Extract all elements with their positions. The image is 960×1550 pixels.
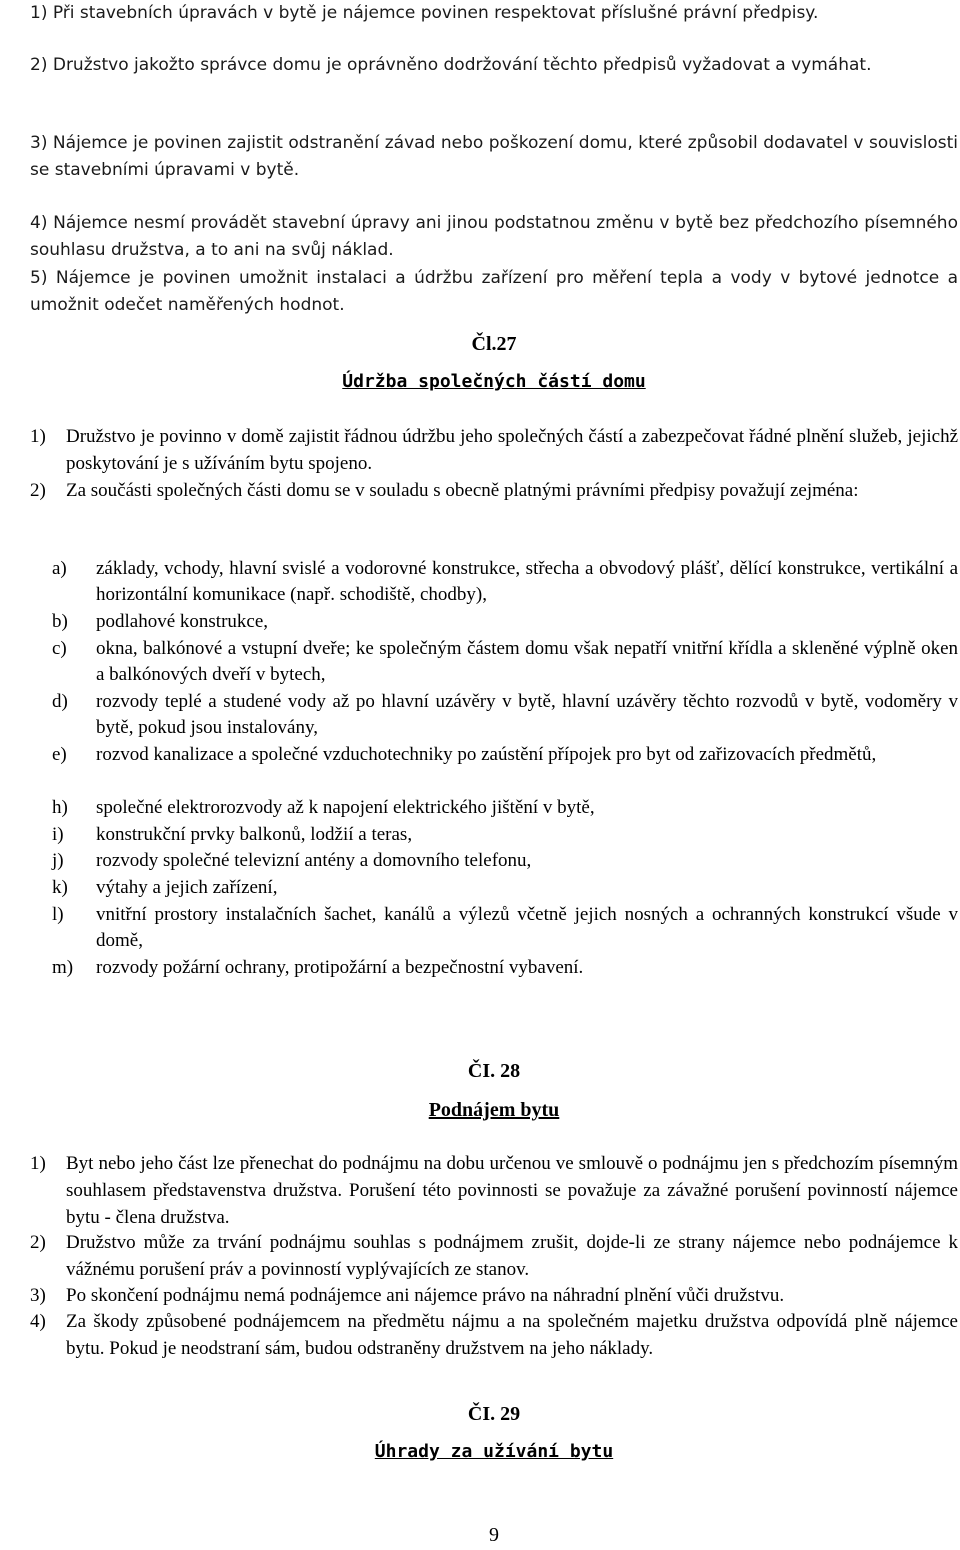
article-29-title-wrap	[30, 1438, 958, 1466]
paragraph-number: 4)	[30, 1311, 46, 1332]
list-item-k	[52, 875, 958, 901]
list-item-h	[52, 795, 958, 821]
list-label: j)	[52, 850, 64, 871]
paragraph-text: Družstvo může za trvání podnájmu souhlas s podnájmem zrušit, dojde-li ze strany nájemce nebo podnájemce k vážnému porušení práv a povinností vyplývajících ze stanov.	[66, 1232, 958, 1280]
list-text: podlahové konstrukce,	[96, 611, 269, 632]
list-label: c)	[52, 638, 67, 659]
list-text: rozvod kanalizace a společné vzduchotechniky po zaústění přípojek pro byt od zařizovacích předmětů,	[96, 744, 877, 765]
list-item-b	[52, 609, 958, 635]
list-text: základy, vchody, hlavní svislé a vodorovné konstrukce, střecha a obvodový plášť, dělící konstrukce, vertikální a horizontální komunikace (např. schodiště, chodby),	[96, 558, 958, 605]
list-item-l	[52, 902, 958, 954]
list-text: rozvody teplé a studené vody až po hlavní uzávěry v bytě, hlavní uzávěry těchto rozvodů v bytě, vodoměry v bytě, pokud jsou instalovány,	[96, 691, 958, 738]
list-text: rozvody společné televizní antény a domovního telefonu,	[96, 850, 532, 871]
list-label: m)	[52, 957, 74, 978]
paragraph-number: 3)	[30, 1285, 46, 1306]
paragraph-1: 1) Při stavebních úpravách v bytě je nájemce povinen respektovat příslušné právní předpisy.	[30, 3, 819, 23]
paragraph-text: Za součásti společných části domu se v souladu s obecně platnými právními předpisy považují zejména:	[66, 480, 859, 501]
article-28-paragraph-4	[30, 1308, 958, 1362]
article-28-paragraph-2	[30, 1229, 958, 1283]
list-item-e	[52, 742, 958, 768]
article-27-title: Údržba společných částí domu	[342, 371, 646, 392]
list-text: vnitřní prostory instalačních šachet, kanálů a výlezů včetně jejich nosných a ochranných konstrukcí všude v domě,	[96, 904, 958, 951]
article-27-paragraph-2	[30, 477, 958, 504]
article-27-number: Čl.27	[471, 333, 517, 355]
article-29-number: ČI. 29	[467, 1403, 521, 1425]
list-item-j	[52, 848, 958, 874]
list-item-i	[52, 822, 958, 848]
article-27-title-wrap	[30, 368, 958, 396]
list-label: a)	[52, 558, 67, 579]
page-number: 9	[489, 1524, 499, 1546]
list-item-a	[52, 556, 958, 608]
list-text: společné elektrorozvody až k napojení elektrického jištění v bytě,	[96, 797, 595, 818]
list-text: rozvody požární ochrany, protipožární a bezpečnostní vybavení.	[96, 957, 584, 978]
paragraph-number: 1)	[30, 426, 46, 447]
paragraph-number: 2)	[30, 480, 46, 501]
list-item-m	[52, 955, 958, 981]
list-item-c	[52, 636, 958, 688]
paragraph-4: 4) Nájemce nesmí provádět stavební úpravy ani jinou podstatnou změnu v bytě bez předchozího písemného souhlasu družstva, a to ani na svůj náklad.	[30, 213, 958, 260]
paragraph-number: 1)	[30, 1153, 46, 1174]
paragraph-text: Družstvo je povinno v domě zajistit řádnou údržbu jeho společných částí a zabezpečovat řádné plnění služeb, jejichž poskytování je s užíváním bytu spojeno.	[66, 426, 958, 474]
article-28-paragraph-3	[30, 1282, 958, 1309]
list-text: konstrukční prvky balkonů, lodžií a teras,	[96, 824, 413, 845]
list-label: k)	[52, 877, 68, 898]
article-28-title-wrap	[30, 1096, 958, 1125]
list-label: l)	[52, 904, 64, 925]
paragraph-number: 2)	[30, 1232, 46, 1253]
article-28-number: ČI. 28	[467, 1060, 521, 1082]
list-text: okna, balkónové a vstupní dveře; ke společným částem domu však nepatří vnitřní křídla a skleněné výplně oken a balkónových dveří v bytech,	[96, 638, 958, 685]
paragraph-text: Byt nebo jeho část lze přenechat do podnájmu na dobu určenou ve smlouvě o podnájmu jen s předchozím písemným souhlasem představenstva družstva. Porušení této povinnosti se považuje za závažné porušení povinností nájemce bytu - člena družstva.	[66, 1153, 958, 1228]
list-item-d	[52, 689, 958, 741]
article-29-title: Úhrady za užívání bytu	[374, 1441, 614, 1462]
list-text: výtahy a jejich zařízení,	[96, 877, 278, 898]
list-label: i)	[52, 824, 64, 845]
article-28-title: Podnájem bytu	[428, 1099, 560, 1121]
list-label: h)	[52, 797, 68, 818]
article-28-paragraph-1	[30, 1150, 958, 1231]
paragraph-text: Po skončení podnájmu nemá podnájemce ani nájemce právo na náhradní plnění vůči družstvu.	[66, 1285, 785, 1306]
paragraph-5: 5) Nájemce je povinen umožnit instalaci a údržbu zařízení pro měření tepla a vody v bytové jednotce a umožnit odečet naměřených hodnot.	[30, 268, 958, 315]
paragraph-2: 2) Družstvo jakožto správce domu je oprávněno dodržování těchto předpisů vyžadovat a vymáhat.	[30, 55, 872, 75]
paragraph-text: Za škody způsobené podnájemcem na předmětu nájmu a na společném majetku družstva odpovídá plně nájemce bytu. Pokud je neodstraní sám, budou odstraněny družstvem na jeho náklady.	[66, 1311, 958, 1359]
document-page	[30, 0, 958, 1550]
list-label: b)	[52, 611, 68, 632]
list-label: e)	[52, 744, 67, 765]
paragraph-3: 3) Nájemce je povinen zajistit odstranění závad nebo poškození domu, které způsobil dodavatel v souvislosti se stavebními úpravami v bytě.	[30, 133, 958, 180]
list-label: d)	[52, 691, 68, 712]
article-27-paragraph-1	[30, 423, 958, 477]
